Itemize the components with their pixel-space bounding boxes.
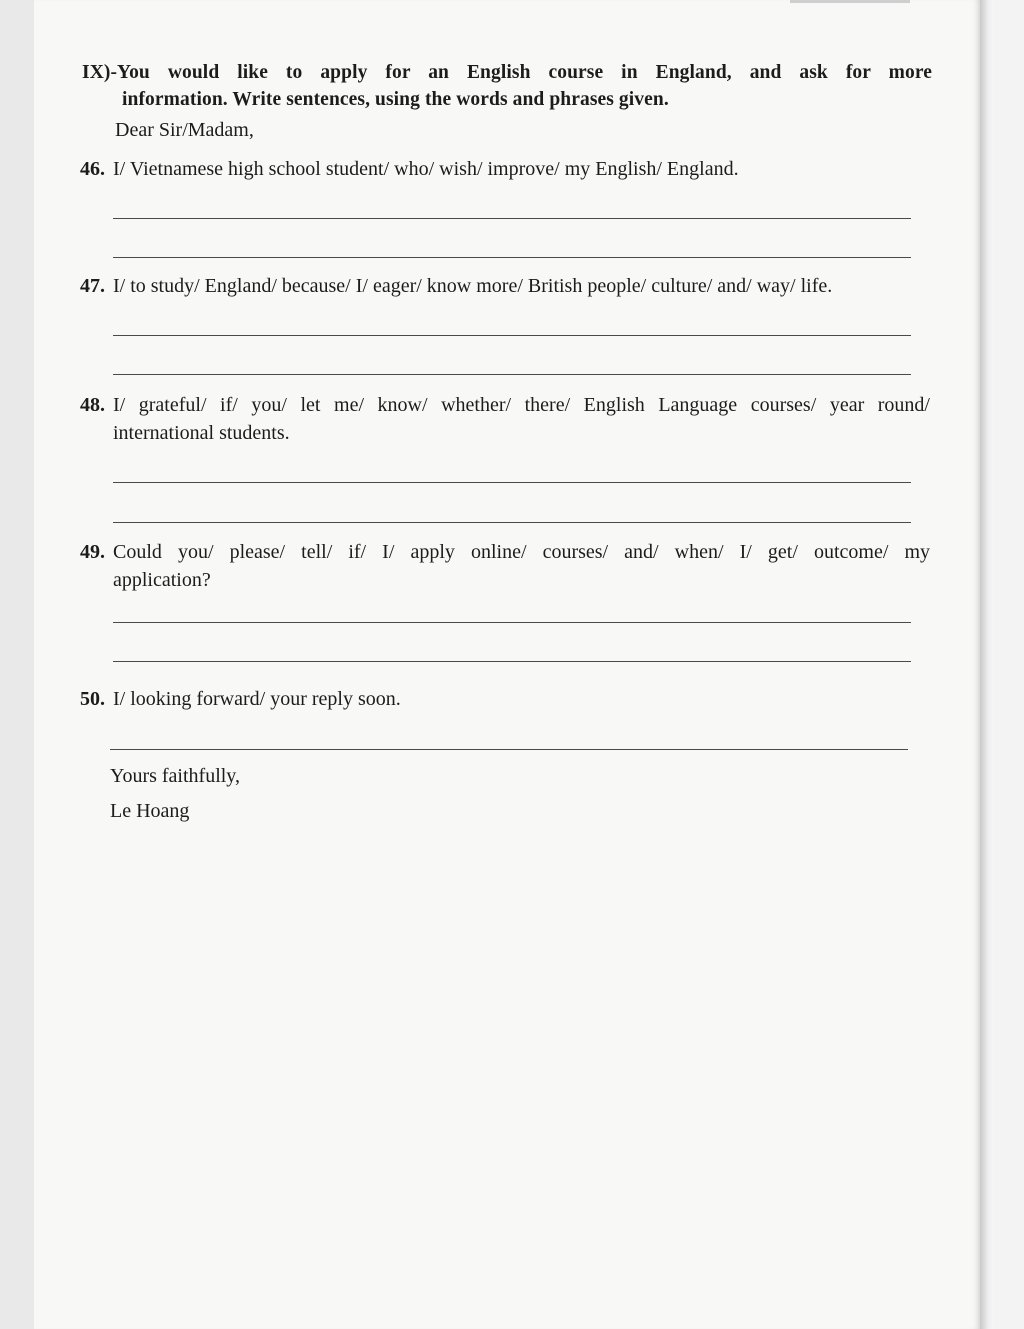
- question-prompt-line-2: application?: [113, 569, 211, 591]
- exercise-heading: [82, 59, 932, 113]
- question-prompt-line-1: Could you/ please/ tell/ if/ I/ apply online/ courses/ and/ when/ I/ get/ outcome/ my: [113, 541, 930, 563]
- question-number: 50.: [80, 688, 105, 710]
- question-number: 48.: [80, 394, 105, 416]
- answer-line-47-1[interactable]: [113, 335, 911, 336]
- salutation: Dear Sir/Madam,: [115, 119, 254, 141]
- worksheet-page: [34, 0, 980, 1329]
- question-48: [80, 391, 930, 447]
- answer-line-47-2[interactable]: [113, 374, 911, 375]
- question-prompt: I/ to study/ England/ because/ I/ eager/ know more/ British people/ culture/ and/ way/ life.: [113, 275, 833, 297]
- answer-line-46-1[interactable]: [113, 218, 911, 219]
- heading-line-1: IX)-You would like to apply for an English course in England, and ask for more: [82, 62, 932, 83]
- closing-signoff: Yours faithfully,: [110, 765, 241, 787]
- question-number: 47.: [80, 275, 105, 297]
- answer-line-49-1[interactable]: [113, 622, 911, 623]
- question-prompt: I/ looking forward/ your reply soon.: [113, 688, 401, 710]
- question-prompt-line-2: international students.: [113, 422, 290, 444]
- closing-name: Le Hoang: [110, 800, 190, 822]
- page-edge-shadow: [980, 0, 994, 1329]
- heading-line-2: information. Write sentences, using the words and phrases given.: [122, 89, 669, 110]
- answer-line-48-2[interactable]: [113, 522, 911, 523]
- question-prompt-line-1: I/ grateful/ if/ you/ let me/ know/ whether/ there/ English Language courses/ year round/: [113, 394, 930, 416]
- question-number: 46.: [80, 158, 105, 180]
- answer-line-50-1[interactable]: [110, 749, 908, 750]
- question-46: [80, 155, 930, 183]
- answer-line-49-2[interactable]: [113, 661, 911, 662]
- question-47: [80, 272, 930, 300]
- question-49: [80, 538, 930, 594]
- answer-line-48-1[interactable]: [113, 482, 911, 483]
- question-prompt: I/ Vietnamese high school student/ who/ wish/ improve/ my English/ England.: [113, 158, 739, 180]
- answer-line-46-2[interactable]: [113, 257, 911, 258]
- background-margin: [994, 0, 1024, 1329]
- question-50: [80, 685, 930, 713]
- question-number: 49.: [80, 541, 105, 563]
- top-scan-mark: [790, 0, 910, 3]
